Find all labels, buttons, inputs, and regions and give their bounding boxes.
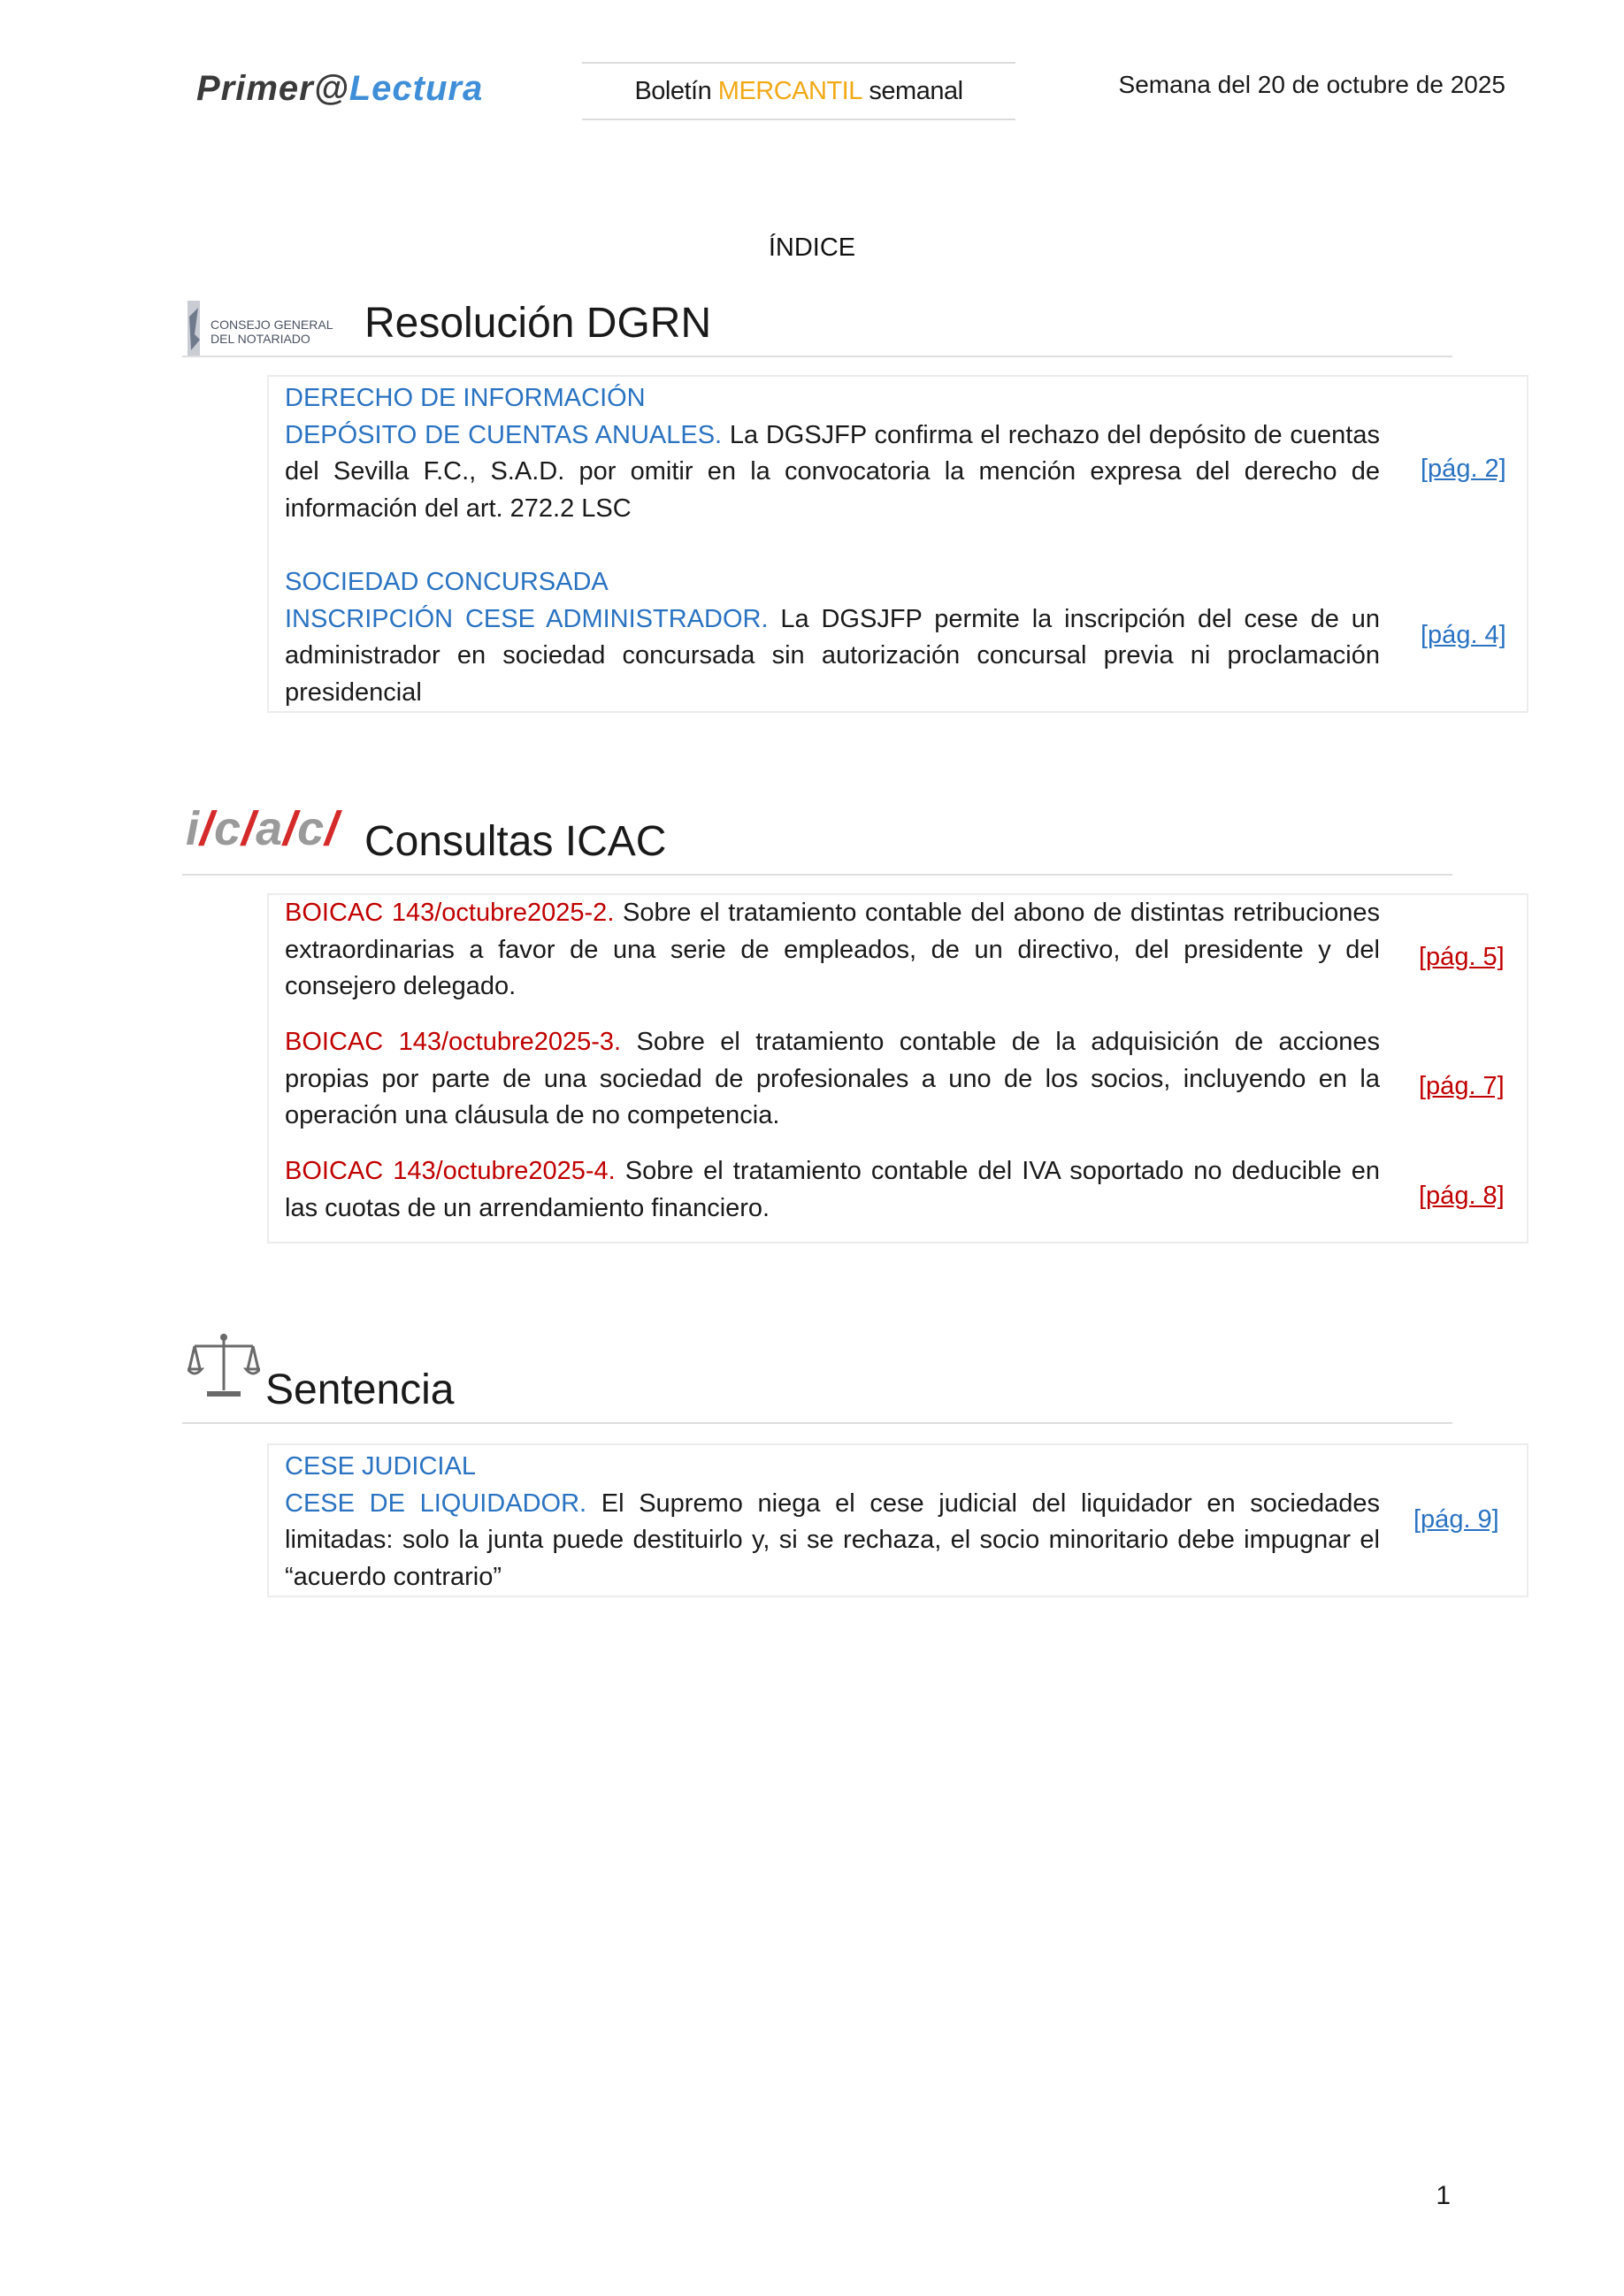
icac-logo [186,801,339,856]
entry-icac-1 [285,895,1380,1006]
notary-council-logo [186,295,345,363]
logo-text-lectura: Lectura [349,69,484,108]
page-number: 1 [1436,2181,1451,2210]
notary-logo-line2: DEL NOTARIADO [211,332,310,346]
entry-icac-3 [285,1153,1380,1227]
section-title-dgrn: Resolución DGRN [364,300,712,347]
entry-heading: CESE DE LIQUIDADOR. [285,1489,587,1518]
entry-text: Sobre el tratamiento contable del IVA soportado no deducible en las cuotas de un arrendamiento financiero. [285,1157,1380,1222]
notary-logo-line1: CONSEJO GENERAL [211,318,333,332]
entry-text: El Supremo niega el cese judicial del liquidador en sociedades limitadas: solo la junta puede destituirlo y, si se rechaza, el socio minoritario debe impugnar el “acuerdo contrario” [285,1489,1380,1591]
icac-logo-char: i [186,802,201,855]
entry-text: La DGSJFP confirma el rechazo del depósito de cuentas del Sevilla F.C., S.A.D. por omitir en la convocatoria la mención expresa del derecho de información del art. 272.2 LSC [285,420,1380,523]
page-link-8[interactable]: [pág. 8] [1419,1182,1505,1210]
entry-heading: DEPÓSITO DE CUENTAS ANUALES. [285,420,723,449]
bulletin-title [582,62,1015,120]
entry-category: SOCIEDAD CONCURSADA [285,568,609,596]
entry-box-icac [267,893,1528,1244]
index-title: ÍNDICE [768,233,856,262]
primera-lectura-logo [196,69,483,109]
entry-box-sentencia [267,1443,1528,1597]
section-divider-dgrn [182,356,1452,357]
section-divider-sentencia [182,1422,1452,1424]
entry-heading: BOICAC 143/octubre2025-2. [285,899,615,927]
entry-text: Sobre el tratamiento contable de la adquisición de acciones propias por parte de una sociedad de profesionales a uno de los socios, incluyendo en la operación una cláusula de no competencia. [285,1028,1380,1129]
entry-heading: BOICAC 143/octubre2025-4. [285,1157,616,1185]
page-link-2[interactable]: [pág. 2] [1421,455,1506,483]
page-link-7[interactable]: [pág. 7] [1419,1072,1505,1100]
week-label: Semana del 20 de octubre de 2025 [1118,71,1505,98]
section-divider-icac [182,874,1452,876]
entry-dgrn-1 [285,380,1380,527]
entry-box-dgrn [267,375,1528,713]
page-link-4[interactable]: [pág. 4] [1421,621,1506,649]
bulletin-post: semanal [862,76,963,105]
icac-logo-char: c [214,802,242,855]
section-title-icac: Consultas ICAC [364,818,667,865]
entry-icac-2 [285,1024,1380,1135]
entry-sentencia-1 [285,1449,1380,1596]
page-link-9[interactable]: [pág. 9] [1413,1505,1499,1534]
bulletin-pre: Boletín [634,76,718,105]
section-title-sentencia: Sentencia [265,1366,455,1413]
bulletin-highlight: MERCANTIL [717,76,862,105]
icac-logo-char: / [325,802,340,855]
entry-text: Sobre el tratamiento contable del abono de distintas retribuciones extraordinarias a favor de una serie de empleados, de un directivo, del presidente y del consejero delegado. [285,899,1380,1000]
scales-of-justice-icon [188,1330,260,1401]
icac-logo-char: a [256,802,284,855]
entry-text: La DGSJFP permite la inscripción del cese de un administrador en sociedad concursada sin autorización concursal previa ni proclamación presidencial [285,604,1380,707]
icac-logo-char: / [241,802,257,855]
icac-logo-char: / [200,802,215,855]
entry-category: DERECHO DE INFORMACIÓN [285,384,646,412]
logo-text-primer: Primer@ [196,69,349,108]
icac-logo-char: c [297,802,326,855]
entry-category: CESE JUDICIAL [285,1452,476,1481]
entry-dgrn-2 [285,564,1380,711]
page-link-5[interactable]: [pág. 5] [1419,943,1505,971]
entry-heading: BOICAC 143/octubre2025-3. [285,1028,622,1056]
icac-logo-char: / [283,802,298,855]
entry-heading: INSCRIPCIÓN CESE ADMINISTRADOR. [285,604,769,633]
